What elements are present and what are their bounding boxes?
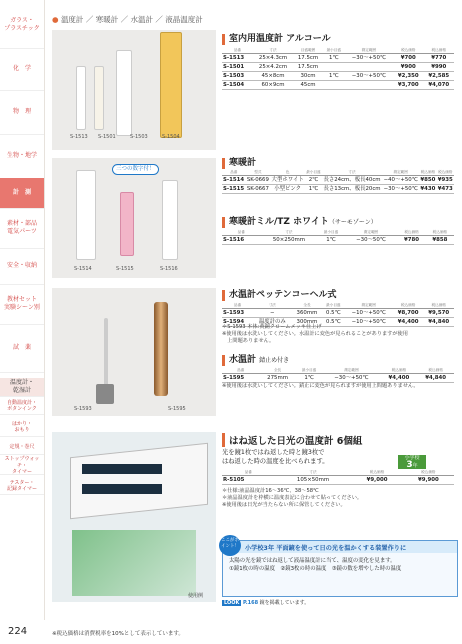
- table-cell: [323, 63, 345, 72]
- sidebar-item[interactable]: 教材セット 実験シーン別: [0, 284, 44, 325]
- caption: S-1595: [168, 406, 186, 412]
- spec-table-indoor: [222, 48, 454, 90]
- table-header: 最小目盛: [317, 230, 344, 236]
- notes-water: [222, 324, 456, 345]
- table-header: 測定範囲: [345, 230, 398, 236]
- point-icon: ここがポイント！: [219, 535, 241, 556]
- point-body: 太陽の光を鏡ではね返して液晶温度計に当て、温度の変化を見ます。 ①鏡1枚の時の温度 ②鏡3枚の時の温度 ③鏡の数を増やした時の温度: [229, 558, 402, 572]
- sidebar-item[interactable]: 物 理: [0, 90, 44, 135]
- table-cell: 1℃: [305, 185, 322, 194]
- caption: S-1501: [98, 134, 116, 140]
- caption: S-1593: [74, 406, 92, 412]
- table-cell: −30〜50℃: [345, 236, 398, 245]
- table-header: 品番: [222, 48, 253, 54]
- table-cell: 50×250mm: [260, 236, 317, 245]
- table-cell: S-1516: [222, 236, 260, 245]
- table-cell: −40〜+50℃: [383, 177, 418, 183]
- table-row: [222, 476, 454, 485]
- spec-table-room-mil: [222, 230, 454, 245]
- table-row: [222, 54, 454, 63]
- section-title-room-mil: 寒暖計ミル/TZ ホワイト（サーモゾーン）: [222, 217, 377, 228]
- look-reference[interactable]: [222, 599, 309, 606]
- table-cell: S-1504: [222, 81, 253, 90]
- table-cell: S-1513: [222, 54, 253, 63]
- table-cell: 275mm: [259, 374, 296, 383]
- table-header: 寸法: [275, 470, 352, 476]
- table-cell: ¥850: [420, 177, 436, 183]
- sidebar-item[interactable]: ストップウォッチ・ タイマー: [0, 458, 44, 475]
- table-header: 全長: [292, 303, 323, 309]
- table-cell: −30〜+50℃: [383, 186, 418, 192]
- table-header: 色: [270, 170, 305, 176]
- sidebar-item[interactable]: 試 薬: [0, 324, 44, 373]
- table-row: [222, 236, 454, 245]
- table-header: 品番: [222, 230, 260, 236]
- table-cell: ¥4,840: [417, 374, 454, 383]
- table-cell: 60×9cm: [253, 81, 293, 90]
- note-line: ＊S-1593 本体:黄銅クロームメッキ仕上げ: [222, 324, 322, 330]
- table-header: 税込価格: [420, 170, 436, 174]
- table-cell: S-1514: [223, 177, 245, 183]
- thermometer-s1515: [120, 192, 134, 256]
- description: 光を鏡1枚ではね返した時と鏡3枚で はね返した時の温度を比べられます。: [222, 449, 329, 465]
- table-header: 品番: [222, 470, 275, 476]
- sidebar-item[interactable]: ガラス・ プラスチック: [0, 2, 44, 49]
- table-cell: [345, 81, 393, 90]
- table-header: 税込価格: [423, 48, 454, 54]
- caption: S-1516: [160, 266, 178, 272]
- table-cell: ¥2,585: [423, 72, 454, 81]
- section-title-sunlight: はね返した日光の温度計 6個組: [222, 433, 362, 447]
- table-cell: 0.5℃: [322, 309, 344, 318]
- table-header: 税込価格: [417, 368, 454, 374]
- table-header: 寸法: [260, 230, 317, 236]
- table-cell: 45×8cm: [253, 72, 293, 81]
- table-header: 税込価格: [403, 470, 454, 476]
- table-header: 測定範囲: [345, 48, 393, 54]
- table-row: [222, 81, 454, 90]
- caption: S-1503: [130, 134, 148, 140]
- table-header: 寸法: [322, 170, 382, 176]
- table-cell: 1℃: [296, 374, 322, 383]
- table-cell: 25×4.2cm: [253, 63, 293, 72]
- sidebar-item[interactable]: テスター・ 記録タイマー: [0, 478, 44, 495]
- table-row: [222, 72, 454, 81]
- table-cell: S-1501: [222, 63, 253, 72]
- sidebar-item[interactable]: 化 学: [0, 48, 44, 91]
- image-indoor-thermometers: [52, 30, 216, 150]
- table-cell: ¥9,900: [403, 476, 454, 485]
- table-header: 全長: [259, 368, 296, 374]
- thermometer-s1503: [116, 50, 132, 136]
- table-row: [222, 374, 454, 383]
- table-header: 寸法: [253, 48, 293, 54]
- point-headline: 小学校3年 平面鏡を使って日の光を温かくする装置作りに: [245, 545, 407, 552]
- table-header: 税込価格: [397, 230, 425, 236]
- thermometer-s1593-base: [96, 384, 114, 404]
- table-header: 最小目盛: [322, 303, 344, 309]
- table-cell: S-1515: [223, 186, 245, 192]
- table-cell: −30〜+50℃: [322, 374, 380, 383]
- thermometer-s1516: [162, 180, 178, 260]
- table-header: 測定範囲: [322, 368, 380, 374]
- table-cell: 長さ13cm、板長20cm: [323, 186, 381, 192]
- caption: 使用例: [188, 593, 204, 599]
- point-box: [222, 540, 458, 597]
- caption: S-1514: [74, 266, 92, 272]
- table-cell: ¥3,700: [393, 81, 423, 90]
- table-header: 測定範囲: [344, 303, 392, 309]
- caption: S-1515: [116, 266, 134, 272]
- table-header: 測定範囲: [382, 170, 419, 176]
- point-box-header: [221, 538, 457, 553]
- table-header: 型式: [246, 170, 271, 176]
- table-row: [222, 185, 454, 194]
- section-title-water: 水温計ペッテンコーヘル式: [222, 290, 337, 301]
- table-cell: SK-0667: [246, 186, 269, 192]
- mirror-photo: [72, 530, 196, 596]
- table-cell: ¥9,570: [423, 309, 454, 318]
- spec-table-room: [222, 170, 454, 194]
- note-line: ※使用後は水洗いしてください。錆止に変色が見られますが使用上問題ありません。: [222, 383, 419, 389]
- lcd-strip: [82, 464, 162, 474]
- table-header: 最小目盛: [323, 48, 345, 54]
- table-header: 税込価格: [393, 48, 423, 54]
- breadcrumb: ● 温度計 ／ 寒暖計 ／ 水温計 ／ 液晶温度計: [52, 15, 203, 24]
- thermometer-s1513: [76, 66, 86, 130]
- look-text: 鏡を掲載しています。: [259, 600, 310, 606]
- notes-water-rust: [222, 383, 456, 390]
- table-cell: 25×4.3cm: [253, 54, 293, 63]
- look-page: P.168: [242, 600, 259, 606]
- table-cell: ¥8,700: [393, 309, 424, 318]
- table-cell: [323, 81, 345, 90]
- note-line: 上問題ありません。: [222, 338, 275, 344]
- table-row: [222, 309, 454, 318]
- table-header: 品番: [222, 170, 246, 176]
- table-cell: −10〜+50℃: [344, 318, 392, 327]
- sidebar-item[interactable]: 安全・収納: [0, 248, 44, 285]
- notes-sunlight: [222, 488, 456, 509]
- table-cell: ¥770: [423, 54, 454, 63]
- speech-bubble: 三つの数字付！: [112, 164, 159, 175]
- table-cell: 長さ24cm、板長40cm: [323, 177, 381, 183]
- table-header: 品番: [222, 368, 259, 374]
- sidebar-item[interactable]: 計 測: [0, 178, 44, 209]
- sidebar-item[interactable]: 自動温度計・ ボタンインク: [0, 398, 44, 415]
- table-cell: S-1594: [222, 318, 253, 327]
- table-cell: ¥935: [437, 177, 453, 183]
- table-cell: ¥4,070: [423, 81, 454, 90]
- table-cell: ¥9,000: [351, 476, 402, 485]
- note-line: ※使用後は日光が当たらない所に保管してください。: [222, 502, 346, 508]
- thermometer-s1514: [76, 170, 96, 260]
- table-cell: 2℃: [305, 176, 322, 185]
- image-water-thermometers: [52, 288, 216, 416]
- section-title-indoor: 室内用温度計 アルコール: [222, 34, 331, 45]
- table-header: 品番: [222, 303, 253, 309]
- table-header: 税込価格: [351, 470, 402, 476]
- table-header: 税込価格: [438, 170, 453, 174]
- table-cell: 0.5℃: [322, 318, 344, 327]
- table-cell: 小型ピンク: [270, 185, 305, 194]
- table-cell: ¥990: [423, 63, 454, 72]
- page-number: 224: [8, 626, 28, 637]
- sidebar-item[interactable]: 定規・巻尺: [0, 440, 44, 455]
- footer-note: ※税込価格は消費税率を10%として表示しています。: [52, 631, 184, 637]
- table-row: [222, 176, 454, 185]
- bullet-icon: ●: [52, 15, 61, 24]
- sidebar-item[interactable]: 温度計・ 乾湿計: [0, 378, 44, 397]
- table-cell: ¥780: [397, 236, 425, 245]
- table-header: 寸法: [253, 303, 292, 309]
- spec-table-water-rust: [222, 368, 454, 383]
- thermometer-s1595: [154, 302, 168, 396]
- table-cell: ¥858: [426, 236, 454, 245]
- thermometer-s1504: [160, 32, 182, 138]
- table-row: [222, 63, 454, 72]
- table-cell: S-1593: [222, 309, 253, 318]
- table-header: 目盛範囲: [293, 48, 323, 54]
- table-cell: −10〜+50℃: [344, 309, 392, 318]
- lcd-stand: [70, 443, 208, 520]
- table-cell: ¥430: [420, 186, 436, 192]
- sidebar-item[interactable]: 生物・地学: [0, 134, 44, 179]
- grade-badge: 小学校 3年: [398, 455, 426, 469]
- table-header: 税込価格: [381, 368, 418, 374]
- section-title-water-rust: 水温計 錆止め付き: [222, 355, 289, 366]
- table-cell: 45cm: [293, 81, 323, 90]
- table-cell: 105×50mm: [275, 476, 352, 485]
- table-cell: 30cm: [293, 72, 323, 81]
- table-cell: 17.5cm: [293, 63, 323, 72]
- table-cell: S-1595: [222, 374, 259, 383]
- table-header: 税込価格: [426, 230, 454, 236]
- table-cell: 1℃: [323, 54, 345, 63]
- table-cell: ¥900: [393, 63, 423, 72]
- table-cell: 1℃: [323, 72, 345, 81]
- table-cell: −30〜+50℃: [345, 72, 393, 81]
- table-cell: [345, 63, 393, 72]
- table-cell: S-1503: [222, 72, 253, 81]
- thermometer-s1501: [94, 66, 104, 130]
- table-cell: 大型ホワイト: [271, 177, 304, 183]
- table-cell: −: [253, 309, 292, 318]
- note-line: ＊仕様:液晶温度計16〜36℃、38〜58℃: [222, 488, 319, 494]
- sidebar-item[interactable]: 素材・部品 電気パーツ: [0, 208, 44, 249]
- table-cell: ¥2,350: [393, 72, 423, 81]
- table-header: 最小目盛: [296, 368, 322, 374]
- table-header: 最小目盛: [306, 170, 321, 174]
- table-cell: 1℃: [317, 236, 344, 245]
- table-cell: ¥4,840: [423, 318, 454, 327]
- note-line: ※使用後は水洗いしてください。水温計に変色が見られることがありますが使用: [222, 331, 408, 337]
- table-cell: ¥4,400: [393, 318, 424, 327]
- table-header: 税込価格: [393, 303, 424, 309]
- look-tag: LOOK: [224, 600, 240, 606]
- image-lcd-thermometer: [52, 432, 216, 602]
- sidebar-item[interactable]: はかり・ おもり: [0, 418, 44, 437]
- table-cell: 温度計のみ: [253, 318, 292, 327]
- table-cell: 17.5cm: [293, 54, 323, 63]
- table-cell: ¥700: [393, 54, 423, 63]
- section-title-room: 寒暖計: [222, 158, 256, 169]
- caption: S-1504: [162, 134, 180, 140]
- spec-table-sunlight: [222, 470, 454, 485]
- category-sidebar: [0, 0, 45, 620]
- table-cell: SK-0669: [246, 177, 269, 183]
- image-room-thermometers: [52, 158, 216, 278]
- table-cell: ¥4,400: [381, 374, 418, 383]
- lcd-strip: [82, 484, 162, 494]
- table-header: 税込価格: [423, 303, 454, 309]
- table-cell: 300mm: [292, 318, 323, 327]
- note-line: ＊液晶温度計を枠横に温度表記に合わせて貼ってください。: [222, 495, 363, 501]
- table-cell: ¥473: [437, 186, 453, 192]
- caption: S-1513: [70, 134, 88, 140]
- table-cell: −30〜+50℃: [345, 54, 393, 63]
- table-cell: R-5105: [222, 476, 275, 485]
- table-cell: 360mm: [292, 309, 323, 318]
